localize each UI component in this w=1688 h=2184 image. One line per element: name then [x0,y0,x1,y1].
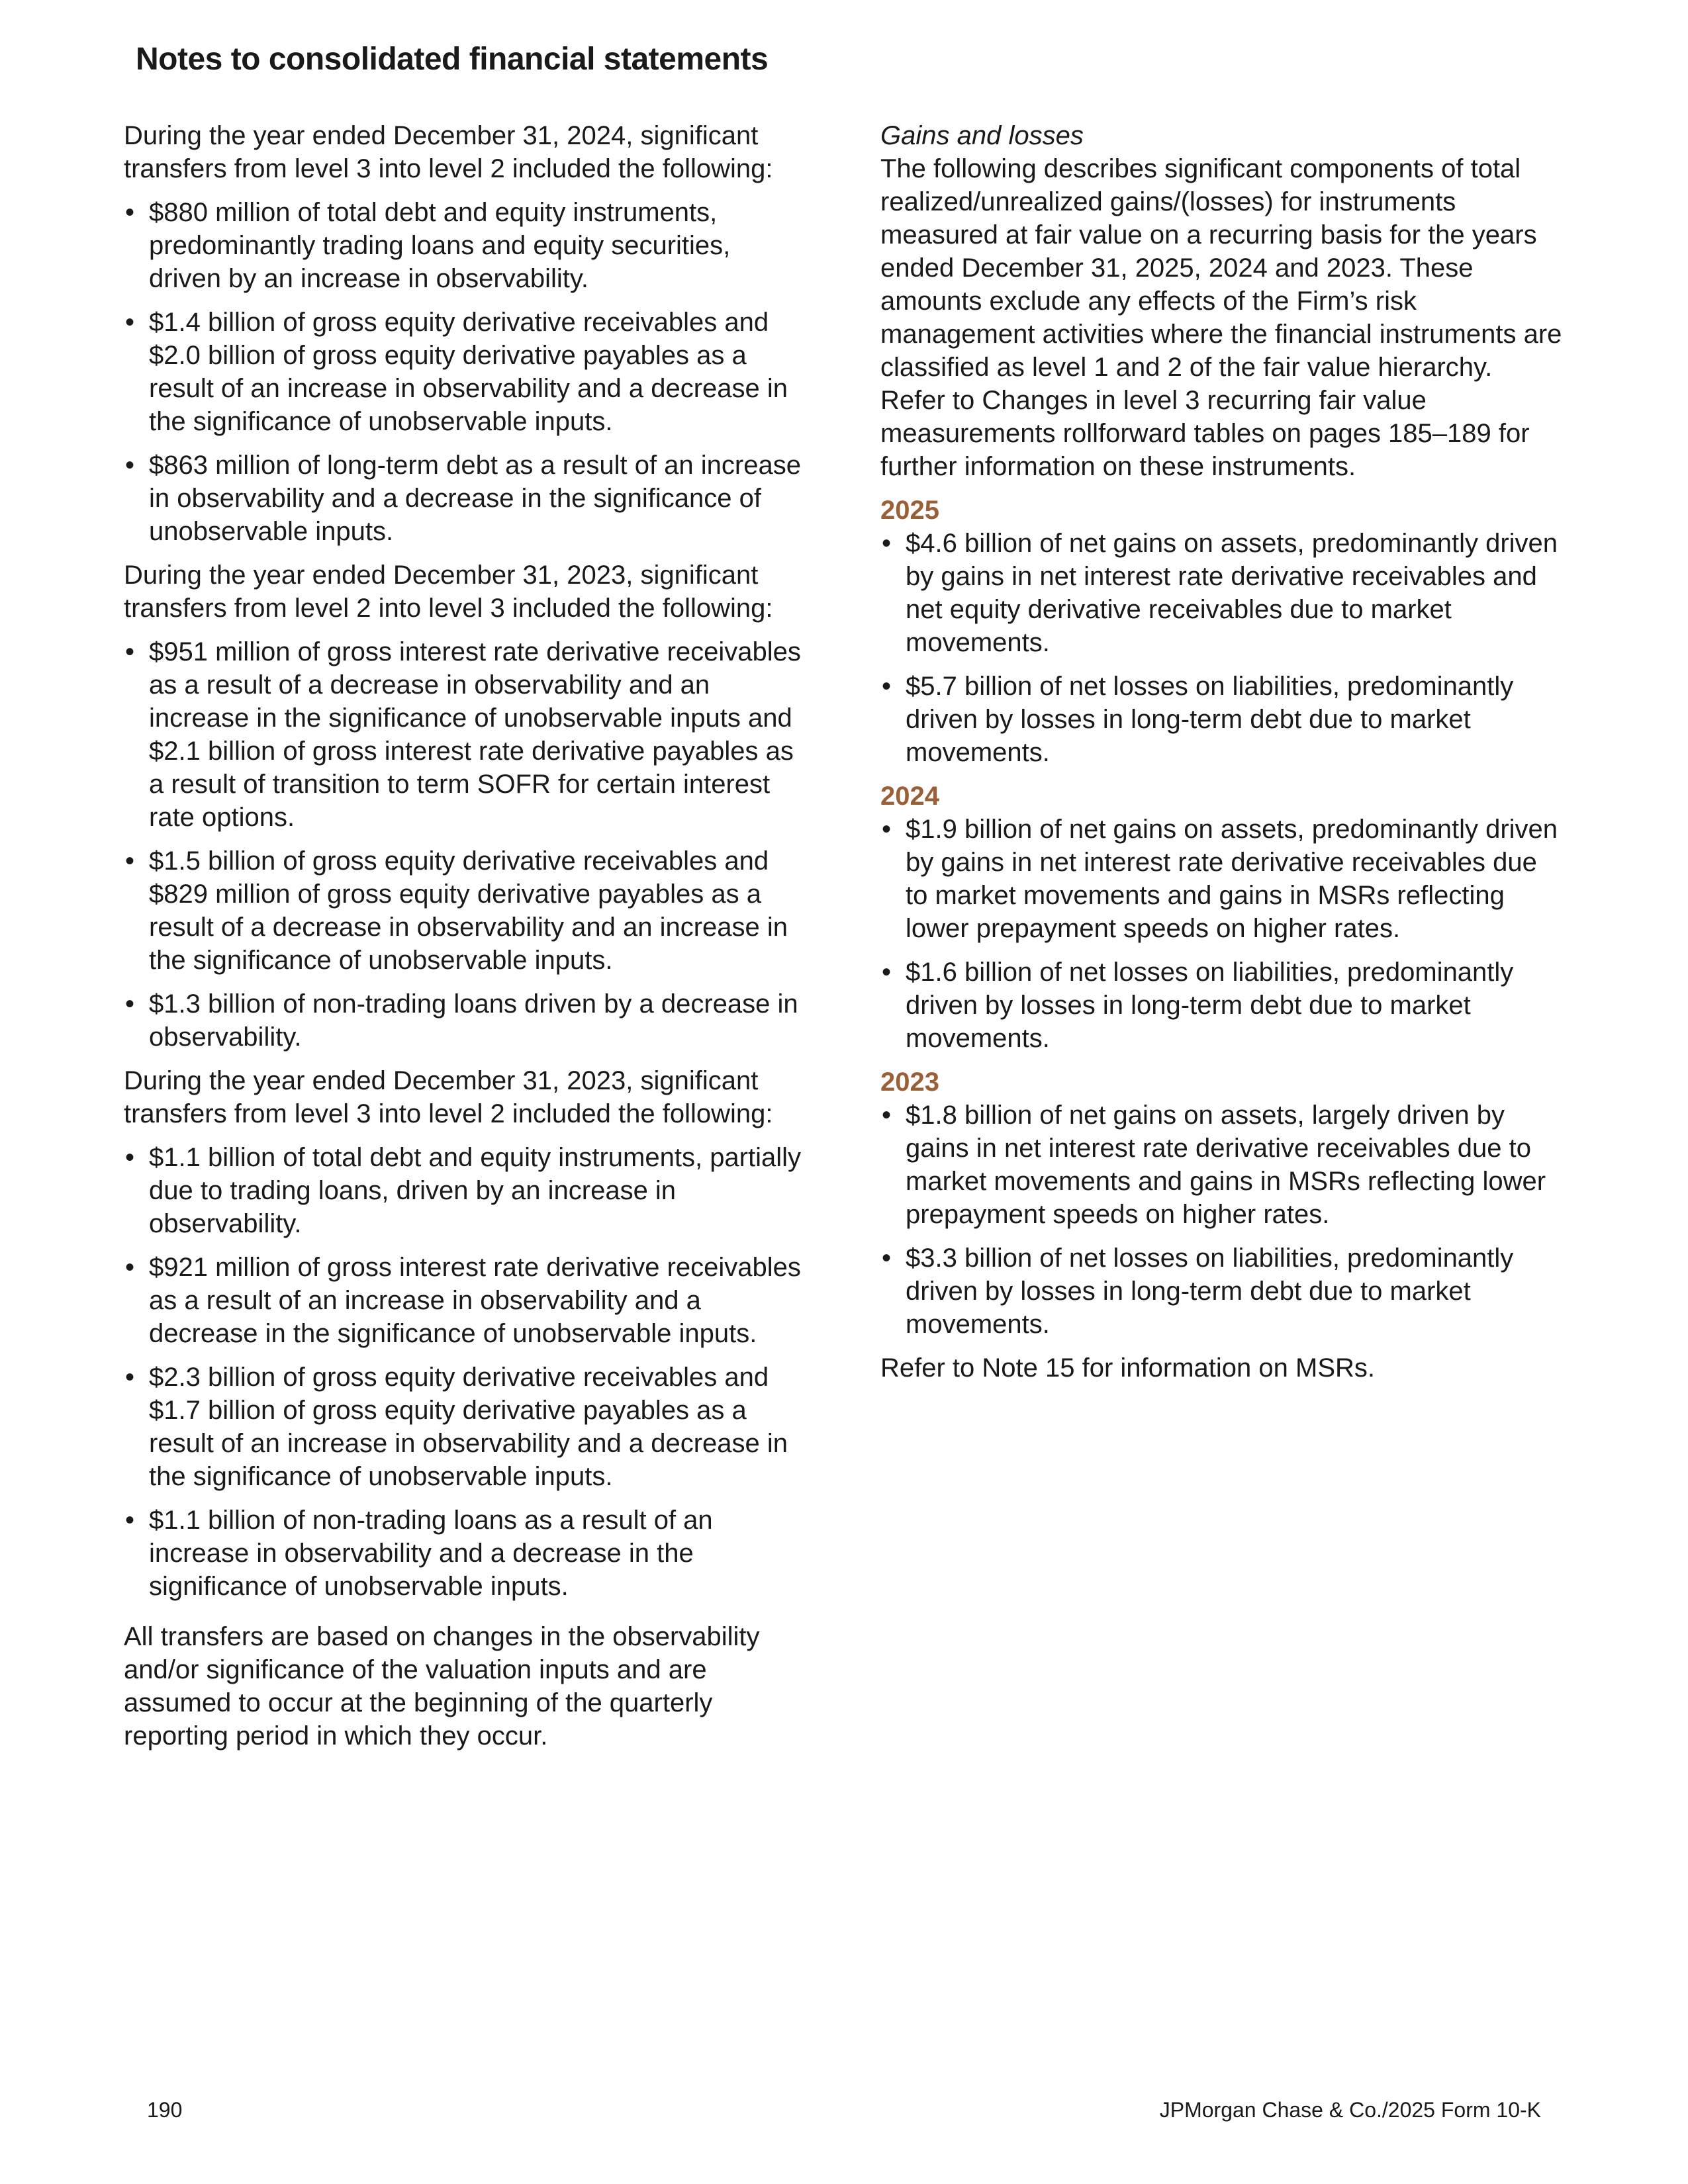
list-item: • $4.6 billion of net gains on assets, predominantly driven by gains in net interest rate derivative receivables and net equity derivative receivables due to market movements. [880,527,1562,659]
transfers-closing-paragraph: All transfers are based on changes in the observability and/or significance of the valuation inputs and are assumed to occur at the beginning of the quarterly reporting period in which they occur. [124,1622,760,1751]
list-item: • $880 million of total debt and equity instruments, predominantly trading loans and equity securities, driven by an increase in observability. [124,196,806,295]
list-item: • $1.5 billion of gross equity derivative receivables and $829 million of gross equity derivative payables as a result of a decrease in observability and an increase in the significance of unobservable inputs. [124,844,806,977]
year-heading-2025: 2025 [880,496,939,525]
list-item: • $2.3 billion of gross equity derivative receivables and $1.7 billion of gross equity derivative payables as a result of an increase in observability and a decrease in the significance of unobservable inputs. [124,1361,806,1493]
publication-label: JPMorgan Chase & Co./2025 Form 10-K [1159,2098,1541,2122]
right-column [880,119,1562,1395]
year-heading-2023: 2023 [880,1068,939,1097]
list-item: • $5.7 billion of net losses on liabilities, predominantly driven by losses in long-term debt due to market movements. [880,670,1562,769]
list-item: • $1.4 billion of gross equity derivative receivables and $2.0 billion of gross equity derivative payables as a result of an increase in observability and a decrease in the significance of unobservable inputs. [124,306,806,438]
msr-reference: Refer to Note 15 for information on MSRs. [880,1353,1375,1383]
page-number: 190 [147,2098,183,2122]
list-item: • $1.3 billion of non-trading loans driven by a decrease in observability. [124,987,806,1054]
page-title: Notes to consolidated financial statements [136,42,769,77]
list-item: • $1.1 billion of non-trading loans as a result of an increase in observability and a decrease in the significance of unobservable inputs. [124,1504,806,1603]
year-heading-2024: 2024 [880,782,939,811]
list-item: • $921 million of gross interest rate derivative receivables as a result of an increase in observability and a decrease in the significance of unobservable inputs. [124,1251,806,1350]
transfers-2023-l2-to-l3-list [124,635,806,1054]
gains-losses-2025-list [880,527,1562,769]
list-item: • $863 million of long-term debt as a result of an increase in observability and a decrease in the significance of unobservable inputs. [124,449,806,548]
list-item: • $1.6 billion of net losses on liabilities, predominantly driven by losses in long-term debt due to market movements. [880,956,1562,1055]
transfers-2023-l2-to-l3-intro: During the year ended December 31, 2023, significant transfers from level 2 into level 3 included the following: [124,561,773,623]
list-item: • $1.1 billion of total debt and equity instruments, partially due to trading loans, driven by an increase in observability. [124,1141,806,1240]
left-column [124,119,806,1763]
gains-losses-intro: The following describes significant components of total realized/unrealized gains/(losses) for instruments measured at fair value on a recurring basis for the years ended December 31, 2025, 2024 and 2023. These amounts exclude any effects of the Firm’s risk management activities where the financial instruments are classified as level 1 and 2 of the fair value hierarchy. Refer to Changes in level 3 recurring fair value measurements rollforward tables on pages 185–189 for further information on these instruments. [880,154,1562,481]
list-item: • $1.8 billion of net gains on assets, largely driven by gains in net interest rate derivative receivables due to market movements and gains in MSRs reflecting lower prepayment speeds on higher rates. [880,1099,1562,1231]
transfers-2024-l3-to-l2-list [124,196,806,548]
transfers-2023-l3-to-l2-intro: During the year ended December 31, 2023, significant transfers from level 3 into level 2 included the following: [124,1066,773,1128]
gains-losses-subheading: Gains and losses [880,121,1084,150]
list-item: • $3.3 billion of net losses on liabilities, predominantly driven by losses in long-term debt due to market movements. [880,1242,1562,1341]
transfers-2024-l3-to-l2-intro: During the year ended December 31, 2024, significant transfers from level 3 into level 2 included the following: [124,121,773,183]
list-item: • $951 million of gross interest rate derivative receivables as a result of a decrease in observability and an increase in the significance of unobservable inputs and $2.1 billion of gross interest rate derivative payables as a result of transition to term SOFR for certain interest rate options. [124,635,806,834]
gains-losses-2024-list [880,813,1562,1055]
list-item: • $1.9 billion of net gains on assets, predominantly driven by gains in net interest rate derivative receivables due to market movements and gains in MSRs reflecting lower prepayment speeds on higher rates. [880,813,1562,945]
transfers-2023-l3-to-l2-list [124,1141,806,1603]
gains-losses-2023-list [880,1099,1562,1341]
